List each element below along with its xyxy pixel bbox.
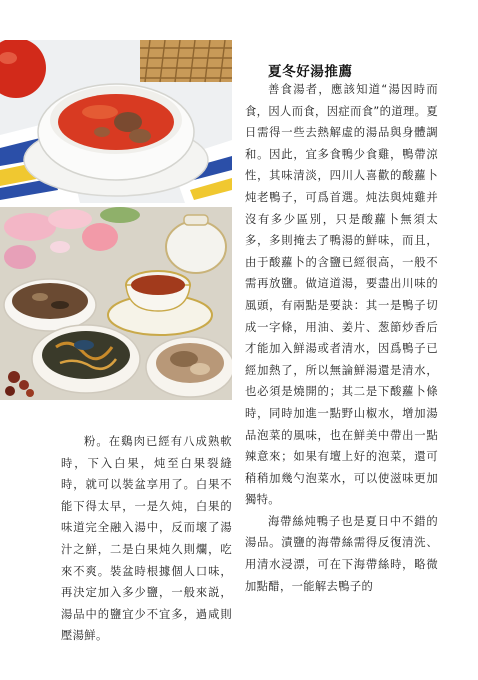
right-paragraph-1: 善食湯者，應該知道“湯因時而食，因人而食，因症而食”的道理。夏日需得一些去熱解虛的湯品與身體調和。因此，宜多食鴨少食雞，鴨帶涼性，其味清淡，四川人喜歡的酸蘿卜炖老鴨子，可爲首選。炖法與炖雞并沒有多少區別，只是酸蘿卜無須太多，多則掩去了鴨湯的鮮味，而且，由于酸蘿卜的含鹽已經很高，一般不需再放鹽。做這道湯，要盡出川味的風頭，有兩點是要訣：其一是鴨子切成一字條，用油、姜片、葱節炒香后才能加入鮮湯或者清水，因爲鴨子已經加熱了，所以無論鮮湯還是清水，也必須是燒開的；其二是下酸蘿卜條時，同時加進一點野山椒水，增加湯品泡菜的風味，也在鮮美中帶出一點辣意來；如果有壇上好的泡菜，還可稍稍加幾勺泡菜水，可以使滋味更加獨特。 <box>245 83 438 507</box>
red-soup-photo <box>0 40 232 203</box>
right-paragraph-2: 海帶絲炖鴨子也是夏日中不錯的湯品。漬鹽的海帶絲需得反復清洗、用清水浸漂，可在下海帶絲時，略微加點醋，一能解去鴨子的 <box>245 514 438 593</box>
left-text-column <box>61 431 232 647</box>
left-paragraph: 粉。在鷄肉已經有八成熟軟時，下入白果，炖至白果裂縫時，就可以裝盆享用了。白果不能下得太早，一是久炖，白果的味道完全融入湯中，反而壞了湯汁之鮮，二是白果炖久則爛，吃來不爽。裝盆時根據個人口味，再決定加入多少鹽，一般來説，湯品中的鹽宜少不宜多，過咸則壓湯鮮。 <box>61 435 232 643</box>
soup-spread-photo <box>0 207 232 400</box>
article-title: 夏冬好湯推薦 <box>268 64 353 80</box>
right-text-column <box>245 79 438 597</box>
